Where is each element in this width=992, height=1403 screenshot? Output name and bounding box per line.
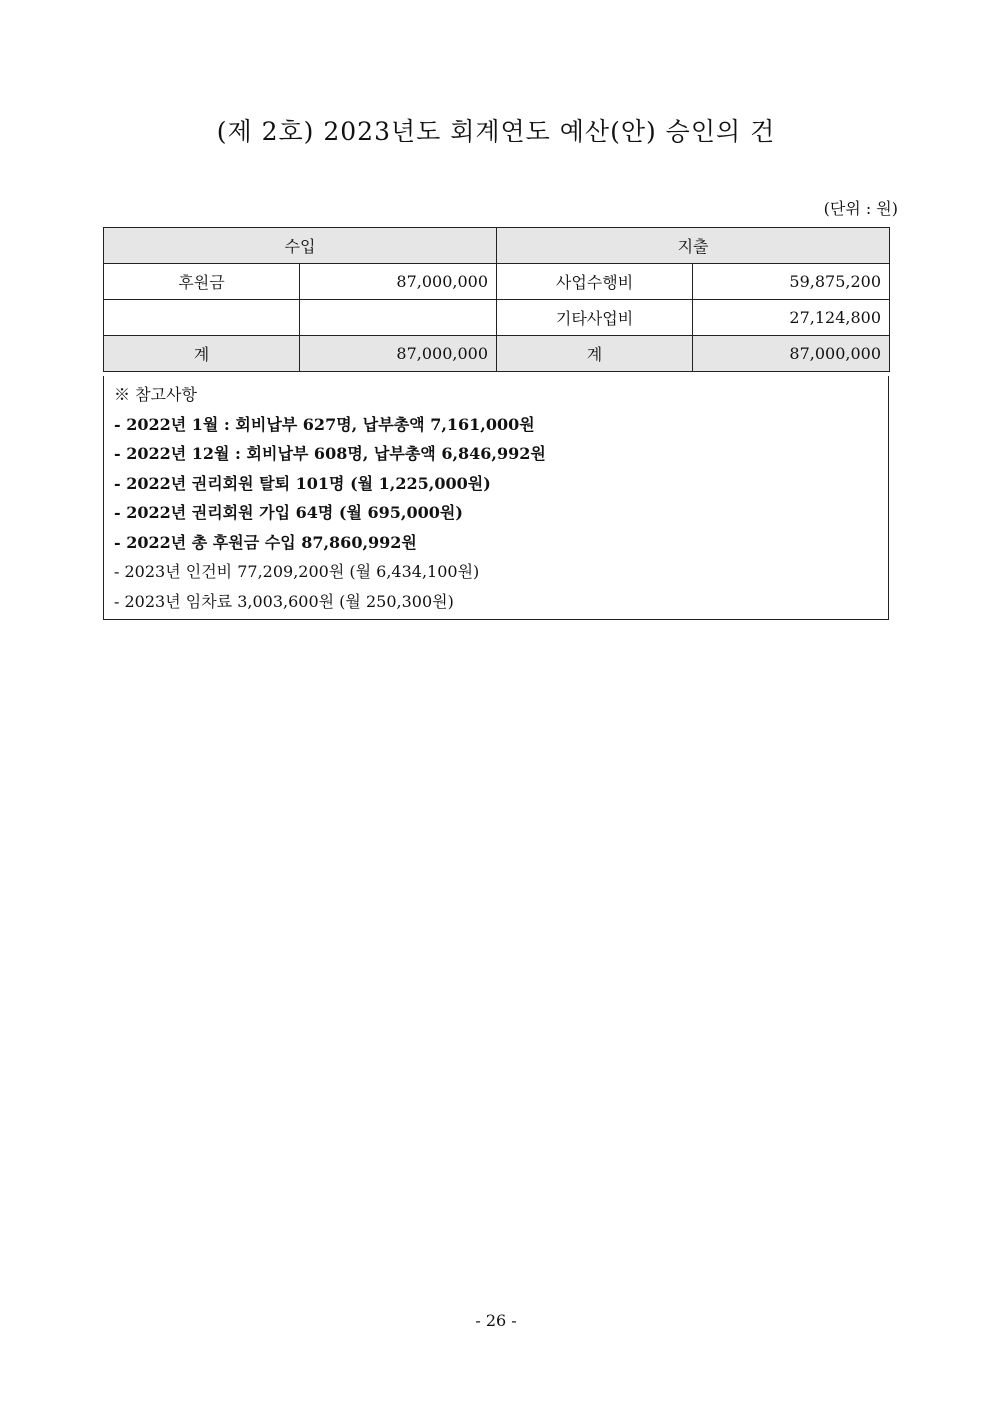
- income-item: 후원금: [104, 264, 300, 300]
- note-item: - 2022년 총 후원금 수입 87,860,992원: [114, 532, 417, 552]
- income-amount: [300, 300, 497, 336]
- notes-box: [103, 376, 889, 620]
- notes-heading: ※ 참고사항: [114, 385, 197, 404]
- table-row: [104, 264, 890, 300]
- income-header: 수입: [104, 228, 497, 264]
- unit-label: (단위 : 원): [823, 199, 898, 218]
- expense-amount: 27,124,800: [693, 300, 890, 336]
- page-title: (제 2호) 2023년도 회계연도 예산(안) 승인의 건: [216, 117, 776, 146]
- expense-total-amount: 87,000,000: [693, 336, 890, 372]
- income-total-amount: 87,000,000: [300, 336, 497, 372]
- expense-header: 지출: [497, 228, 890, 264]
- expense-item: 사업수행비: [497, 264, 693, 300]
- expense-item: 기타사업비: [497, 300, 693, 336]
- expense-total-label: 계: [497, 336, 693, 372]
- page-number: - 26 -: [475, 1311, 517, 1330]
- note-item: - 2022년 1월 : 회비납부 627명, 납부총액 7,161,000원: [114, 414, 535, 434]
- note-item: - 2023년 인건비 77,209,200원 (월 6,434,100원): [114, 562, 480, 581]
- note-item: - 2022년 권리회원 가입 64명 (월 695,000원): [114, 503, 463, 522]
- note-item: - 2022년 12월 : 회비납부 608명, 납부총액 6,846,992원: [114, 444, 546, 463]
- income-total-label: 계: [104, 336, 300, 372]
- table-header-row: [104, 228, 890, 264]
- table-row: [104, 300, 890, 336]
- income-amount: 87,000,000: [300, 264, 497, 300]
- income-item: [104, 300, 300, 336]
- total-row: [104, 336, 890, 372]
- note-item: - 2023년 임차료 3,003,600원 (월 250,300원): [114, 591, 454, 611]
- expense-amount: 59,875,200: [693, 264, 890, 300]
- note-item: - 2022년 권리회원 탈퇴 101명 (월 1,225,000원): [114, 473, 491, 493]
- budget-table: [103, 227, 890, 372]
